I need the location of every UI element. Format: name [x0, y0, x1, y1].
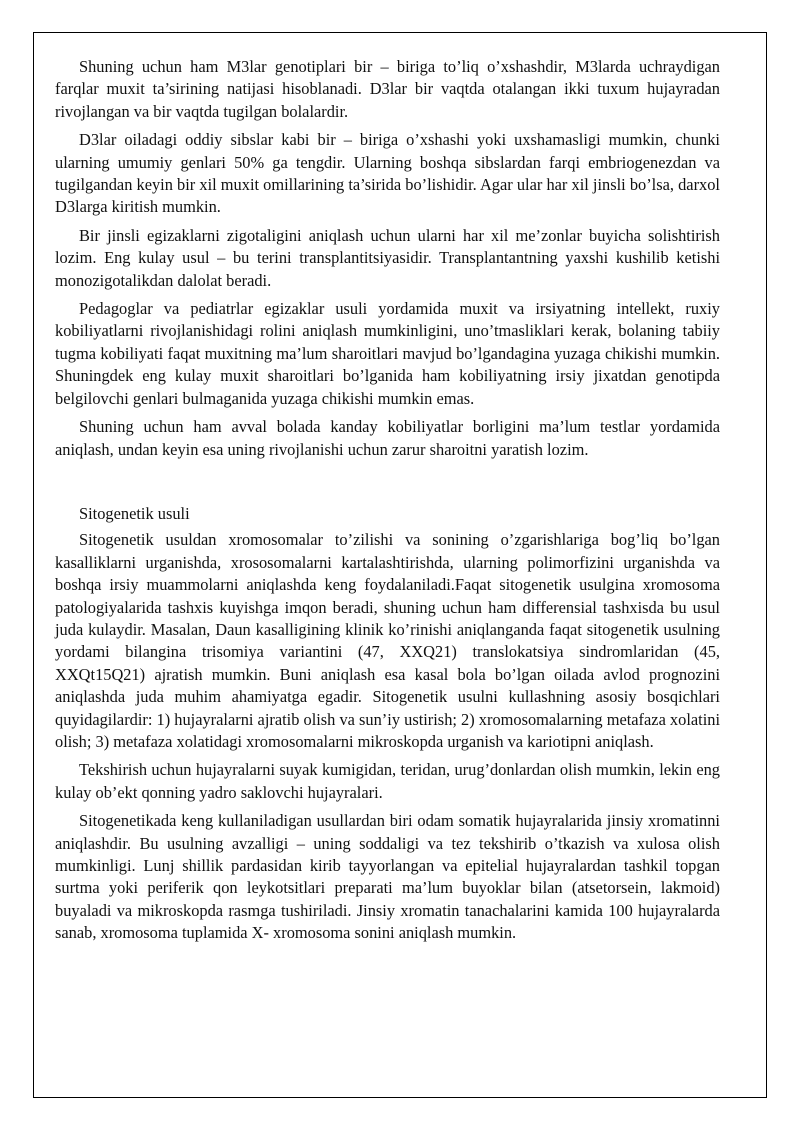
paragraph: Sitogenetikada keng kullaniladigan usullardan biri odam somatik hujayralarida jinsiy xromatinni aniqlashdir. Bu usulning avzalligi – uning soddaligi va tez tekshirib o’tkazish va xulosa olish mumkinligi. Lunj shillik pardasidan kirib tayyorlangan va epitelial hujayralardan tashkil topgan surtma yoki periferik qon leykotsitlari preparati ma’lum buyoklar bilan (atsetorsein, lakmoid) buyaladi va mikroskopda rasmga tushiriladi. Jinsiy xromatin tanachalarini kamida 100 hujayralarda sanab, xromosoma tuplamida X- xromosoma sonini aniqlash mumkin.: [55, 811, 720, 943]
paragraph: Sitogenetik usuldan xromosomalar to’zilishi va sonining o’zgarishlariga bog’liq bo’lgan kasalliklarni urganishda, xrososomalarni kartalashtirishda, ularning polimorfizini urganishda va boshqa irsiy muammolarni aniqlashda keng foydalaniladi.Faqat sitogenetik usulgina xromosoma patologiyalarida tashxis kuyishga imqon beradi, shuning uchun ham differensial tashxisda bu usul juda kulaydir. Masalan, Daun kasalligining klinik ko’rinishi aniqlanganda faqat sitogenetik usulning yordami bilangina trisomiya variantini (47, XXQ21) translokatsiya sindromlaridan (45, XXQt15Q21) ajratish mumkin. Buni aniqlash esa kasal bola bo’lgan oilada avlod prognozini aniqlashda juda muhim ahamiyatga egadir. Sitogenetik usulni kullashning asosiy bosqichlari quyidagilardir: 1) hujayralarni ajratib olish va sun’iy ustirish; 2) xromosomalarning metafaza xolatini olish; 3) metafaza xolatidagi xromosomalarni mikroskopda urganish va kariotipni aniqlash.: [55, 530, 721, 751]
paragraph: Shuning uchun ham M3lar genotiplari bir – biriga to’liq o’xshashdir, M3larda uchraydigan farqlar muxit ta’sirining natijasi hisoblanadi. D3lar bir vaqtda otalangan ikki tuxum hujayradan rivojlangan va bir vaqtda tugilgan bolalardir.: [55, 57, 720, 121]
paragraph: Tekshirish uchun hujayralarni suyak kumigidan, teridan, urug’donlardan olish mumkin, lekin eng kulay ob’ekt qonning yadro saklovchi hujayralari.: [55, 760, 720, 802]
paragraph: Bir jinsli egizaklarni zigotaligini aniqlash uchun ularni har xil me’zonlar buyicha solishtirish lozim. Eng kulay usul – bu terini transplantitsiyasidir. Transplantantning yaxshi kushilib ketishi monozigotalikdan dalolat beradi.: [55, 225, 720, 290]
document-body: [55, 56, 720, 951]
paragraph: D3lar oiladagi oddiy sibslar kabi bir – biriga o’xshashi yoki uxshamasligi mumkin, chunki ularning umumiy genlari 50% ga tengdir. Ularning boshqa sibslardan farqi embriogenezdan va tugilgandan keyin bir xil muxit omillarining ta’sirida bo’lishidir. Agar ular har xil jinsli bo’lsa, darxol D3larga kiritish mumkin.: [55, 130, 720, 217]
section-heading: Sitogenetik usuli: [79, 503, 190, 523]
paragraph: Shuning uchun ham avval bolada kanday kobiliyatlar borligini ma’lum testlar yordamida aniqlash, undan keyin esa uning rivojlanishi uchun zarur sharoitni yaratish lozim.: [55, 417, 720, 459]
paragraph: Pedagoglar va pediatrlar egizaklar usuli yordamida muxit va irsiyatning intellekt, ruxiy kobiliyatlarni rivojlanishidagi rolini aniqlash mumkinligini, uno’tmasliklari kerak, bolaning tabiiy tugma kobiliyati faqat muxitning ma’lum sharoitlari mavjud bo’lgandagina yuzaga chikishi mumkin. Shuningdek eng kulay muxit sharoitlari bo’lganida ham kobiliyatning irsiy jixatdan genotipda belgilovchi genlari bulmaganida yuzaga chikishi mumkin emas.: [55, 299, 720, 408]
